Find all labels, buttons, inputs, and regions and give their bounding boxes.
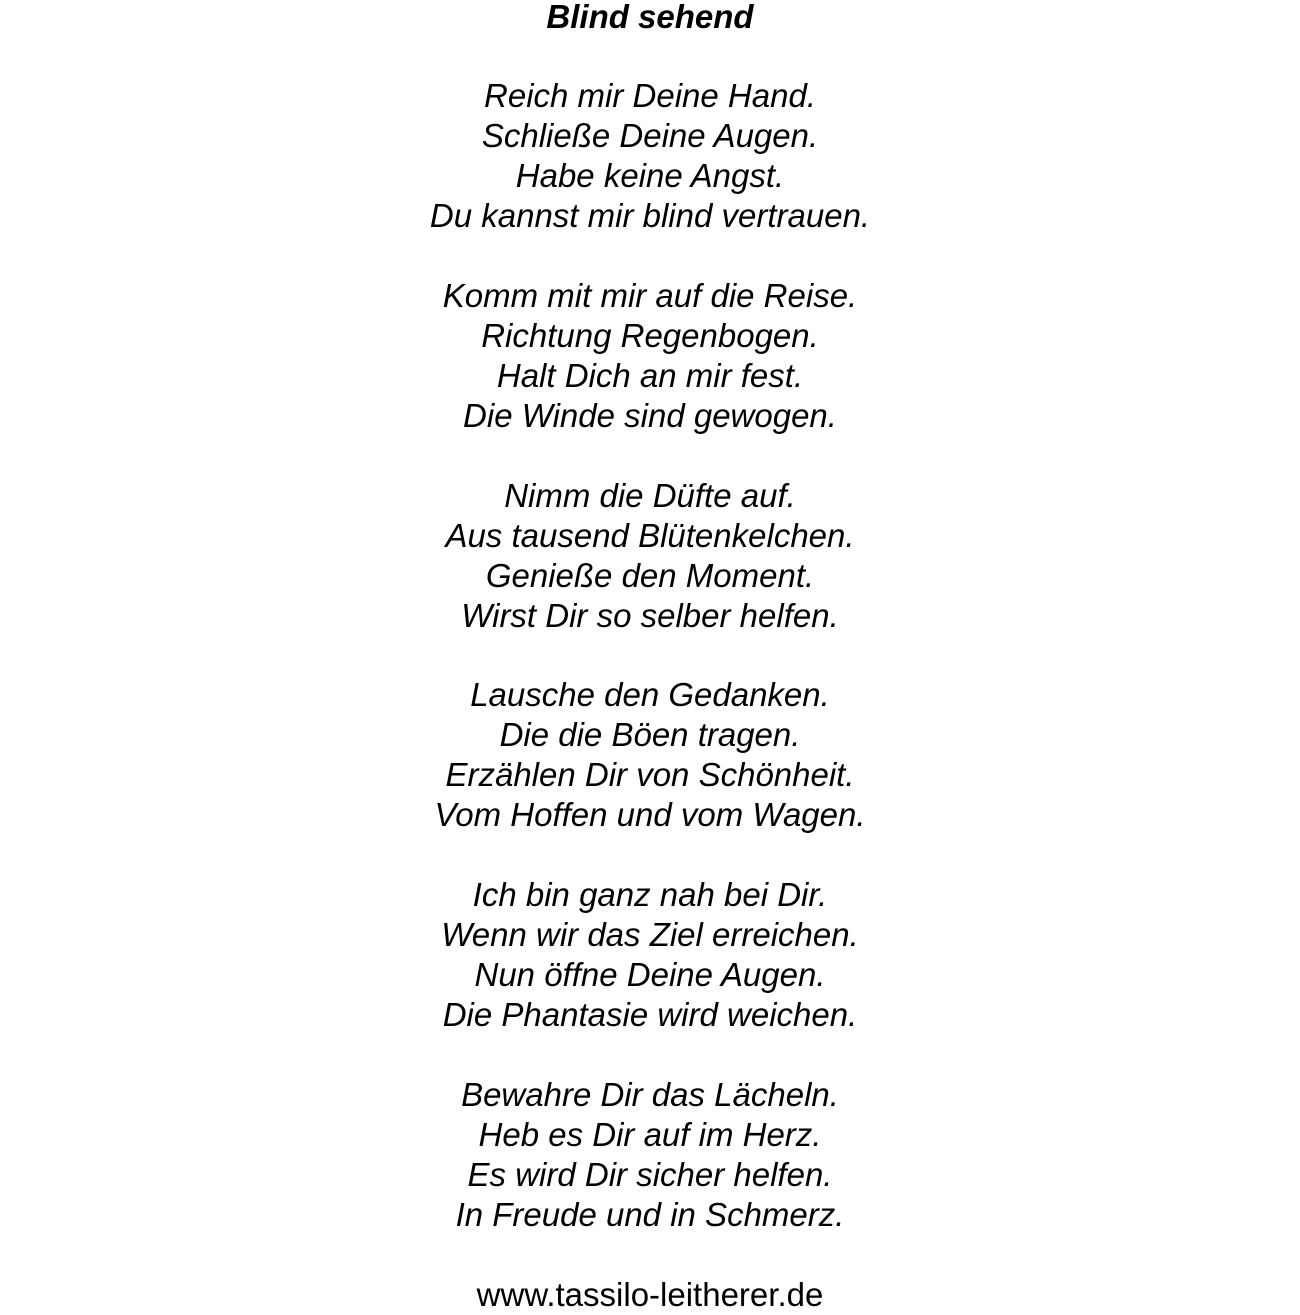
poem-line: Lausche den Gedanken. bbox=[470, 676, 830, 713]
poem-line: Heb es Dir auf im Herz. bbox=[478, 1116, 822, 1153]
stanza-4 bbox=[0, 675, 1300, 835]
poem-line: Wenn wir das Ziel erreichen. bbox=[441, 916, 859, 953]
poem-line: Die Phantasie wird weichen. bbox=[442, 996, 858, 1033]
stanza-3 bbox=[0, 476, 1300, 636]
poem-line: Halt Dich an mir fest. bbox=[496, 357, 804, 394]
poem-line: Aus tausend Blütenkelchen. bbox=[445, 517, 855, 554]
poem-line: Vom Hoffen und vom Wagen. bbox=[434, 796, 866, 833]
poem-line: Nimm die Düfte auf. bbox=[504, 477, 796, 514]
poem-line: In Freude und in Schmerz. bbox=[455, 1196, 845, 1233]
poem-line: Es wird Dir sicher helfen. bbox=[467, 1156, 833, 1193]
poem-line: Die die Böen tragen. bbox=[499, 716, 801, 753]
poem-line: Bewahre Dir das Lächeln. bbox=[461, 1076, 839, 1113]
poem-line: Richtung Regenbogen. bbox=[481, 317, 819, 354]
poem-line: Schließe Deine Augen. bbox=[481, 117, 819, 154]
stanza-2 bbox=[0, 276, 1300, 436]
poem-line: Komm mit mir auf die Reise. bbox=[442, 277, 858, 314]
poem-line: Erzählen Dir von Schönheit. bbox=[445, 756, 855, 793]
poem-line: Reich mir Deine Hand. bbox=[484, 77, 816, 114]
poem-title: Blind sehend bbox=[546, 0, 754, 35]
stanza-5 bbox=[0, 875, 1300, 1035]
poem-line: Ich bin ganz nah bei Dir. bbox=[472, 876, 828, 913]
poem-line: Du kannst mir blind vertrauen. bbox=[429, 197, 871, 234]
stanza-1 bbox=[0, 76, 1300, 236]
poem-line: Genieße den Moment. bbox=[485, 557, 815, 594]
poem-line: Wirst Dir so selber helfen. bbox=[461, 597, 839, 634]
poem-line: Die Winde sind gewogen. bbox=[463, 397, 837, 434]
stanza-6 bbox=[0, 1075, 1300, 1235]
poem-line: Nun öffne Deine Augen. bbox=[474, 956, 826, 993]
website-url: www.tassilo-leitherer.de bbox=[476, 1276, 824, 1313]
poem-line: Habe keine Angst. bbox=[515, 157, 785, 194]
